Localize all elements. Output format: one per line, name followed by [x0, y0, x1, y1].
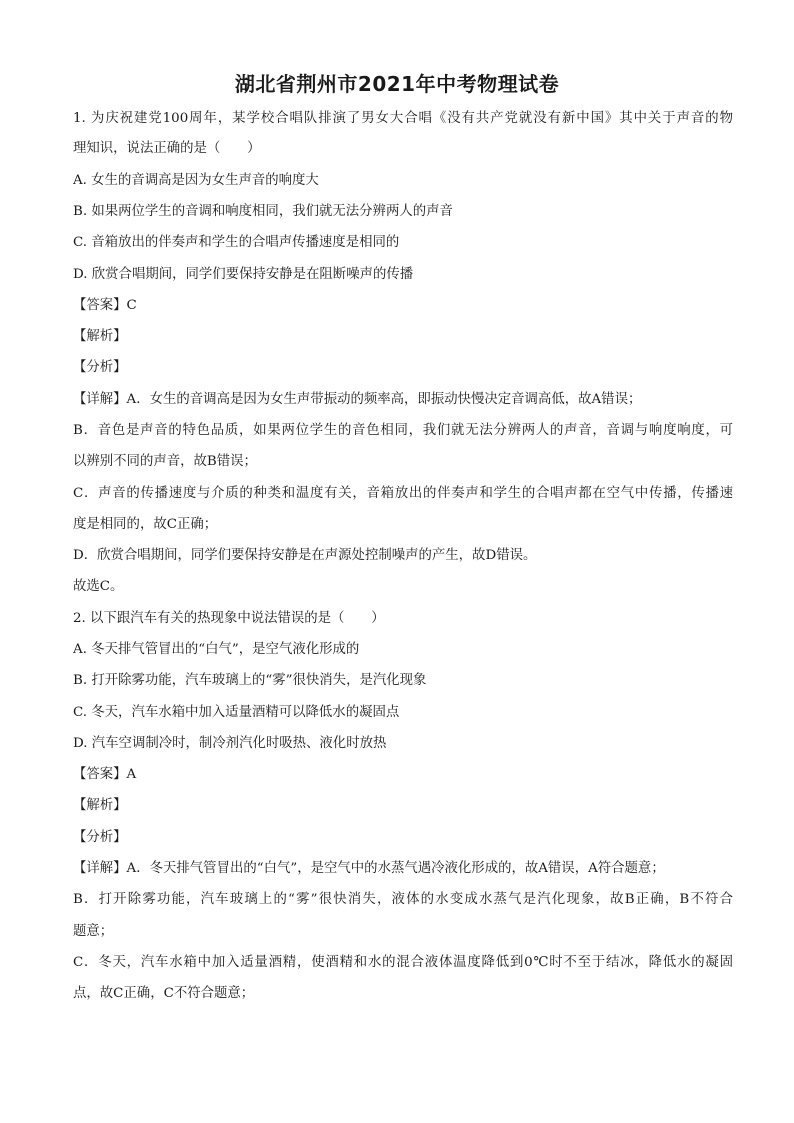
question-2-detail-b-line-2: 题意；: [73, 924, 114, 939]
question-2-option-c: C. 冬天，汽车水箱中加入适量酒精可以降低水的凝固点: [73, 705, 400, 720]
question-1-answer: 【答案】C: [73, 298, 137, 313]
question-1-detail-c-line-2: 度是相同的，故C正确；: [73, 517, 218, 532]
question-2-analysis-heading: 【解析】: [73, 798, 127, 813]
question-1-detail-a: 【详解】A．女生的音调高是因为女生声带振动的频率高，即振动快慢决定音调高低，故A错误；: [73, 392, 642, 407]
question-1-analysis-heading: 【解析】: [73, 329, 127, 344]
question-2-detail-a: 【详解】A．冬天排气管冒出的“白气”，是空气中的水蒸气遇冷液化形成的，故A错误，A符合题意；: [73, 861, 665, 876]
question-2-detail-c-line-1: C．冬天，汽车水箱中加入适量酒精，使酒精和水的混合液体温度降低到0℃时不至于结冰，降低水的凝固: [73, 955, 733, 970]
exam-title: 湖北省荆州市2021年中考物理试卷: [234, 72, 560, 96]
question-1-stem-line-1: 1. 为庆祝建党100周年，某学校合唱队排演了男女大合唱《没有共产党就没有新中国》其中关于声音的物: [73, 111, 733, 126]
question-1-detail-d: D．欣赏合唱期间，同学们要保持安静是在声源处控制噪声的产生，故D错误。: [73, 548, 537, 563]
question-2-option-a: A. 冬天排气管冒出的“白气”，是空气液化形成的: [73, 642, 360, 657]
question-2-option-b: B. 打开除雾功能，汽车玻璃上的“雾”很快消失，是汽化现象: [73, 673, 427, 688]
question-1-option-d: D. 欣赏合唱期间，同学们要保持安静是在阻断噪声的传播: [73, 267, 414, 282]
question-1-detail-b-line-1: B．音色是声音的特色品质，如果两位学生的音色相同，我们就无法分辨两人的声音，音调与响度响度，可: [73, 423, 733, 438]
question-2-answer: 【答案】A: [73, 767, 137, 782]
question-2-detail-c-line-2: 点，故C正确，C不符合题意；: [73, 986, 255, 1001]
question-1-option-a: A. 女生的音调高是因为女生声音的响度大: [73, 173, 319, 188]
question-1-fenxi-heading: 【分析】: [73, 360, 127, 375]
question-1-conclusion: 故选C。: [73, 579, 124, 594]
question-1-stem-line-2: 理知识，说法正确的是（ ）: [73, 141, 261, 156]
question-2-option-d: D. 汽车空调制冷时，制冷剂汽化时吸热、液化时放热: [73, 736, 387, 751]
question-1-option-c: C. 音箱放出的伴奏声和学生的合唱声传播速度是相同的: [73, 235, 400, 250]
question-2-detail-b-line-1: B．打开除雾功能，汽车玻璃上的“雾”很快消失，液体的水变成水蒸气是汽化现象，故B正确，B不符合: [73, 892, 733, 907]
question-1-detail-b-line-2: 以辨别不同的声音，故B错误；: [73, 454, 257, 469]
question-2-stem: 2. 以下跟汽车有关的热现象中说法错误的是（ ）: [73, 611, 385, 626]
question-2-fenxi-heading: 【分析】: [73, 830, 127, 845]
question-1-detail-c-line-1: C．声音的传播速度与介质的种类和温度有关，音箱放出的伴奏声和学生的合唱声都在空气中传播，传播速: [73, 486, 733, 501]
question-1-option-b: B. 如果两位学生的音调和响度相同，我们就无法分辨两人的声音: [73, 204, 453, 219]
